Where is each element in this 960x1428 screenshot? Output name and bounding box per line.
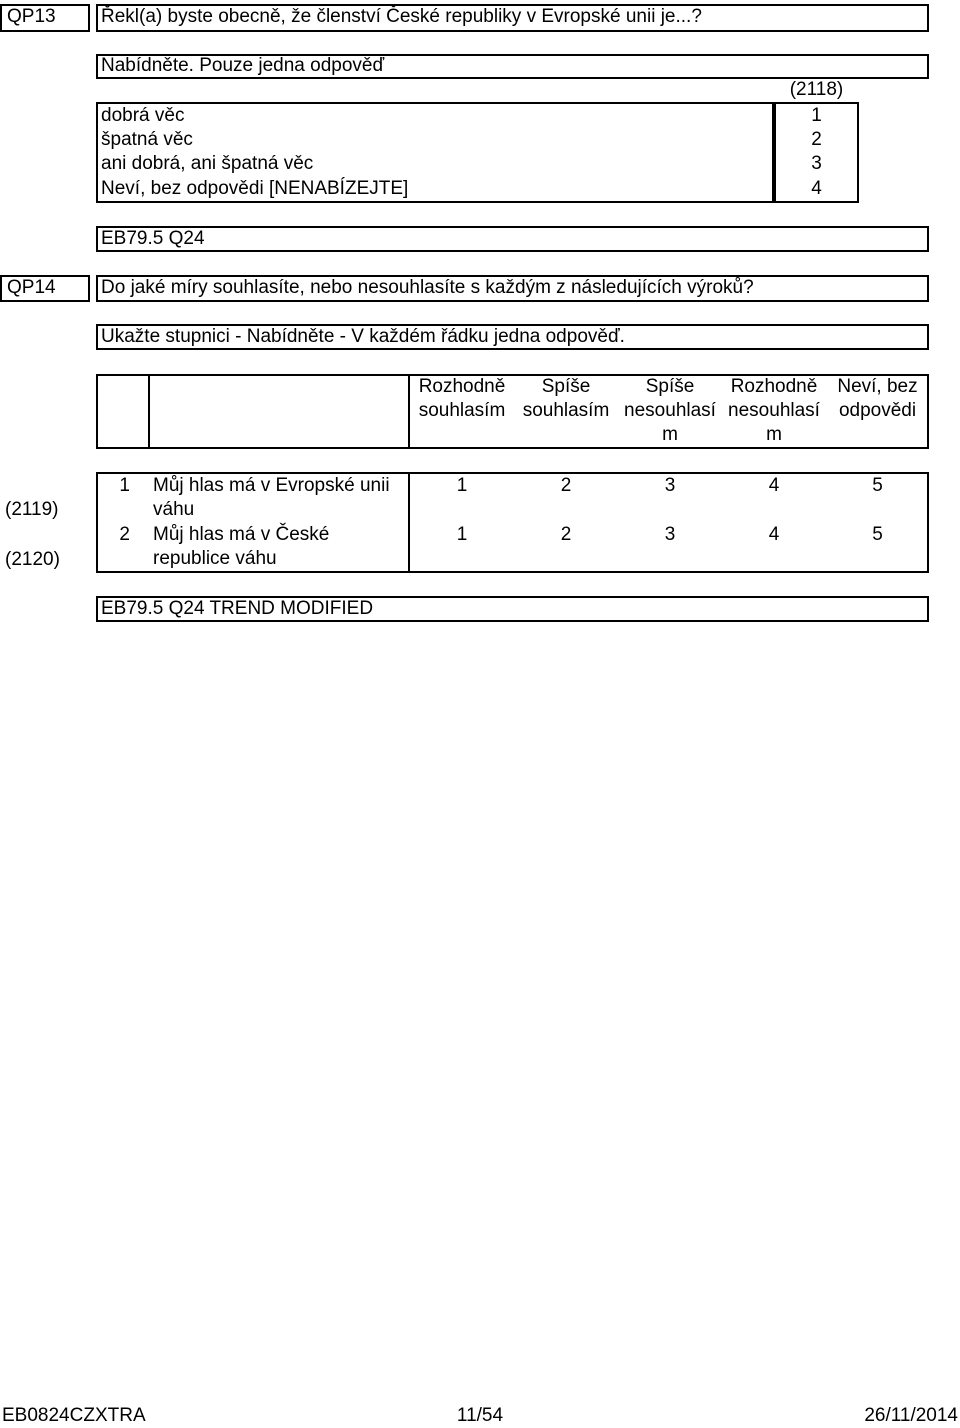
qp14-cell-value: 3 (664, 475, 676, 496)
qp13-option-value: 4 (811, 178, 822, 199)
qp14-row-code: (2120) (5, 549, 60, 570)
qp14-column-header: Spíše souhlasím (522, 376, 610, 421)
qp14-column-header: Rozhodně souhlasím (418, 376, 506, 421)
qp14-row-number: 2 (119, 524, 130, 545)
qp14-instruction: Ukažte stupnici - Nabídněte - V každém řádku jedna odpověď. (101, 326, 625, 347)
qp14-cell-value: 4 (768, 475, 780, 496)
qp14-cell-value: 4 (768, 524, 780, 545)
qp14-row-text: Můj hlas má v Evropské unii váhu (153, 475, 390, 520)
qp13-question: Řekl(a) byste obecně, že členství České republiky v Evropské unii je...? (101, 6, 702, 27)
qp13-code: (2118) (789, 79, 844, 100)
qp13-id: QP13 (7, 6, 56, 27)
qp14-cell-value: 5 (872, 475, 883, 496)
qp14-cell-value: 3 (664, 524, 676, 545)
qp14-column-header: Rozhodně nesouhlasí m (728, 376, 820, 445)
qp14-row-code: (2119) (5, 499, 59, 520)
footer-date: 26/11/2014 (864, 1405, 958, 1426)
qp13-option-value: 2 (811, 129, 822, 150)
qp13-instruction: Nabídněte. Pouze jedna odpověď (101, 55, 385, 76)
qp14-header-divider (148, 374, 150, 449)
qp14-cell-value: 1 (456, 524, 468, 545)
qp14-cell-value: 5 (872, 524, 883, 545)
qp13-option-label: dobrá věc (101, 105, 185, 126)
qp13-option-label: ani dobrá, ani špatná věc (101, 153, 314, 174)
qp13-source: EB79.5 Q24 (101, 228, 205, 249)
qp14-id: QP14 (7, 277, 56, 298)
qp13-option-label: špatná věc (101, 129, 193, 150)
footer-doc-id: EB0824CZXTRA (2, 1405, 146, 1426)
qp14-row-number: 1 (119, 475, 130, 496)
qp13-source-box (96, 226, 929, 252)
qp14-question: Do jaké míry souhlasíte, nebo nesouhlasíte s každým z následujících výroků? (101, 277, 754, 298)
qp14-cell-value: 2 (560, 524, 572, 545)
qp14-row-text: Můj hlas má v České republice váhu (153, 524, 330, 569)
qp14-cell-value: 2 (560, 475, 572, 496)
qp14-source: EB79.5 Q24 TREND MODIFIED (101, 598, 374, 619)
qp14-column-header: Spíše nesouhlasí m (624, 376, 716, 445)
qp13-option-value: 3 (811, 153, 822, 174)
footer-page-number: 11/54 (456, 1405, 504, 1426)
qp14-column-header: Neví, bez odpovědi (837, 376, 918, 421)
qp14-cell-value: 1 (456, 475, 468, 496)
qp13-option-label: Neví, bez odpovědi [NENABÍZEJTE] (101, 178, 409, 199)
qp13-option-value: 1 (811, 105, 822, 126)
